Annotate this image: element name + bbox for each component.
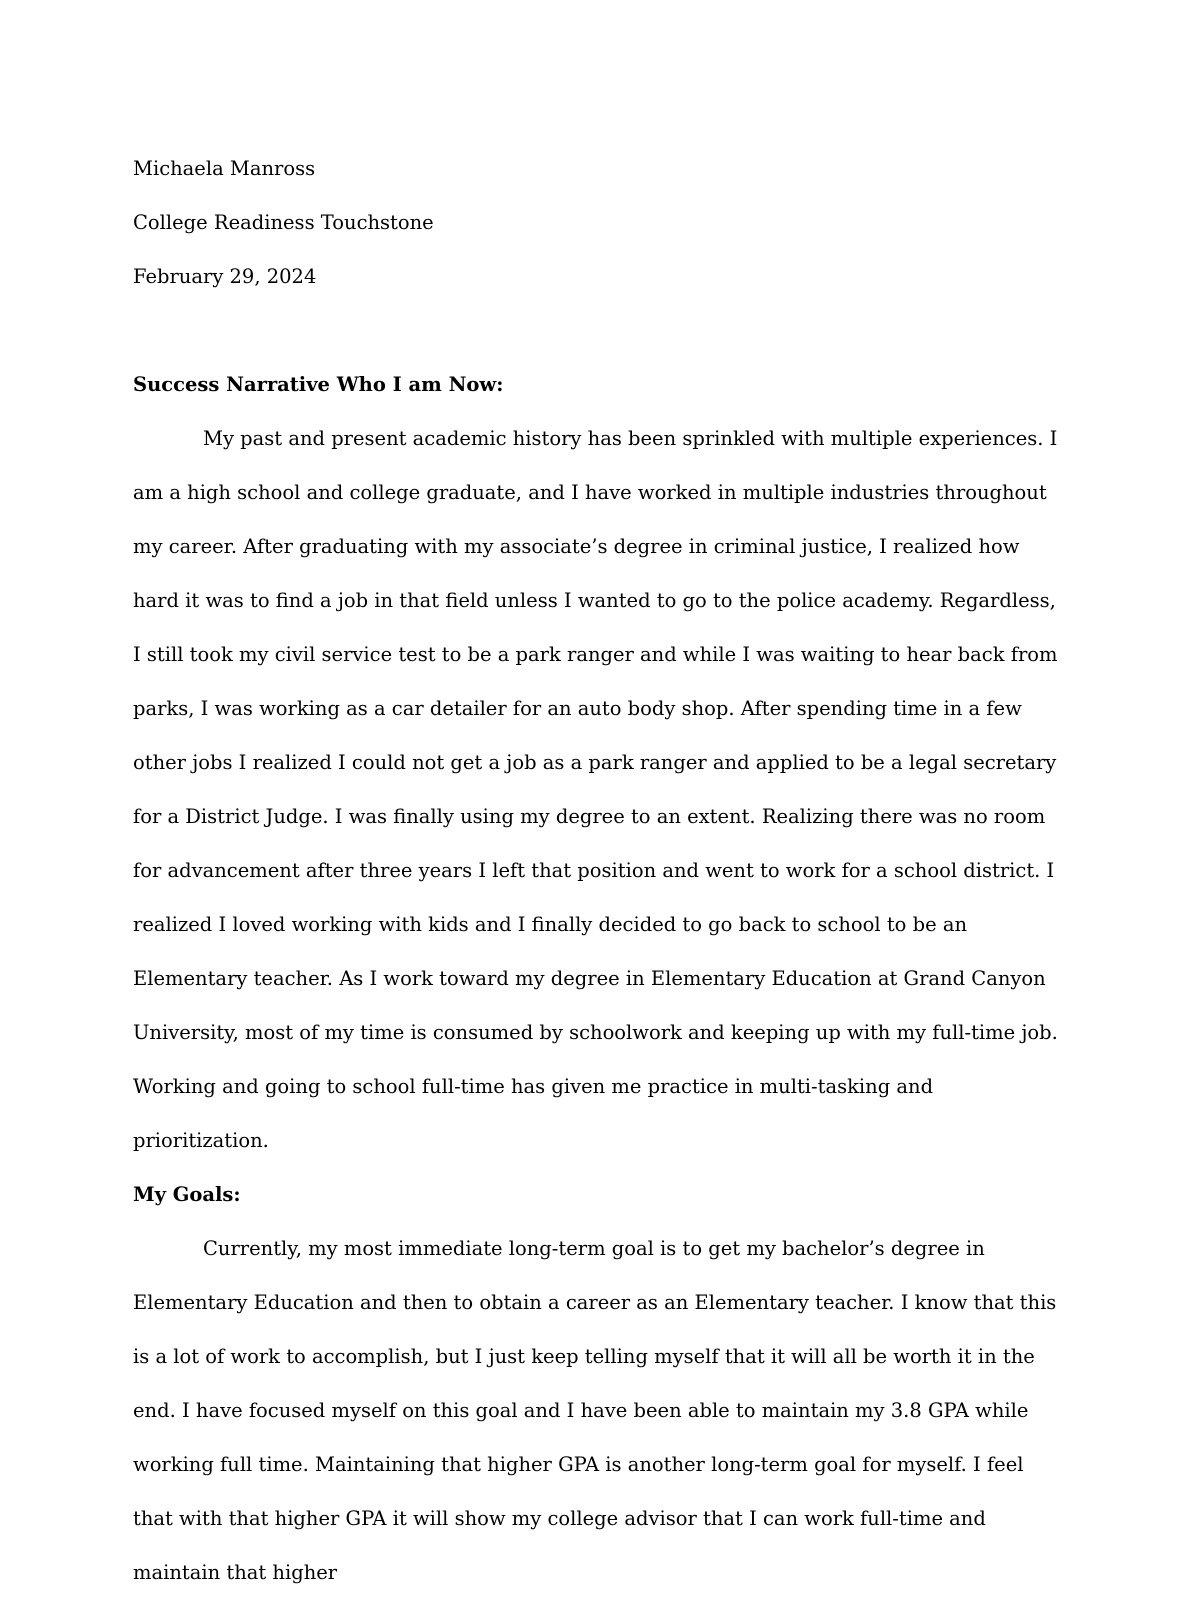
section-paragraph-success-narrative: My past and present academic history has been sprinkled with multiple experiences. I am a high school and college graduate, and I have worked in multiple industries throughout my career. After graduating with my associate’s degree in criminal justice, I realized how hard it was to find a job in that field unless I wanted to go to the police academy. Regardless, I still took my civil service test to be a park ranger and while I was waiting to hear back from parks, I was working as a car detailer for an auto body shop. After spending time in a few other jobs I realized I could not get a job as a park ranger and applied to be a legal secretary for a District Judge. I was finally using my degree to an extent. Realizing there was no room for advancement after three years I left that position and went to work for a school district. I realized I loved working with kids and I finally decided to go back to school to be an Elementary teacher. As I work toward my degree in Elementary Education at Grand Canyon University, most of my time is consumed by schoolwork and keeping up with my full-time job. Working and going to school full-time has given me practice in multi-tasking and prioritization.	[133, 427, 1058, 1152]
section-paragraph-my-goals: Currently, my most immediate long-term goal is to get my bachelor’s degree in Elementary Education and then to obtain a career as an Elementary teacher. I know that this is a lot of work to accomplish, but I just keep telling myself that it will all be worth it in the end. I have focused myself on this goal and I have been able to maintain my 3.8 GPA while working full time. Maintaining that higher GPA is another long-term goal for myself. I feel that with that higher GPA it will show my college advisor that I can work full-time and maintain that higher	[133, 1237, 1057, 1584]
section-heading-success-narrative: Success Narrative Who I am Now:	[133, 373, 504, 396]
author-name: Michaela Manross	[133, 157, 316, 180]
section-heading-my-goals: My Goals:	[133, 1183, 241, 1206]
header-spacer	[133, 304, 1068, 358]
course-title: College Readiness Touchstone	[133, 211, 434, 234]
document-date: February 29, 2024	[133, 265, 317, 288]
document-body	[133, 142, 1068, 1600]
